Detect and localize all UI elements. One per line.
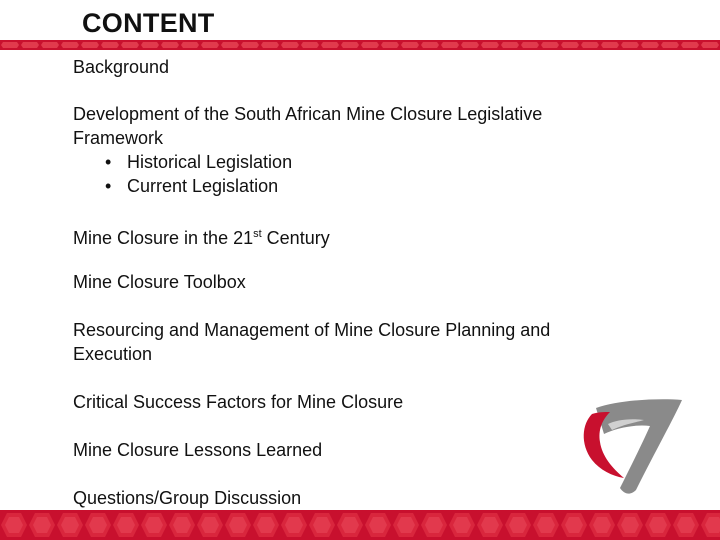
item-toolbox: Mine Closure Toolbox bbox=[73, 272, 246, 292]
century-text-post: Century bbox=[261, 228, 330, 248]
item-development-line1: Development of the South African Mine Closure Legislative bbox=[73, 104, 543, 124]
top-decorative-band bbox=[0, 40, 720, 50]
bullet-icon: • bbox=[105, 176, 112, 196]
item-critical-success-factors: Critical Success Factors for Mine Closure bbox=[73, 392, 404, 412]
century-superscript: st bbox=[253, 228, 262, 240]
item-background: Background bbox=[73, 57, 170, 77]
item-21st-century bbox=[73, 222, 330, 250]
item-development-line2: Framework bbox=[73, 128, 164, 148]
bullet-current-legislation bbox=[105, 174, 278, 198]
bullet-current-label: Current Legislation bbox=[127, 176, 279, 196]
bullet-historical-label: Historical Legislation bbox=[127, 152, 293, 172]
slide-title: CONTENT bbox=[82, 8, 215, 38]
item-resourcing-line1: Resourcing and Management of Mine Closure Planning and bbox=[73, 320, 551, 340]
century-text-pre: Mine Closure in the 21 bbox=[73, 228, 254, 248]
company-logo-icon bbox=[578, 398, 684, 498]
item-lessons-learned: Mine Closure Lessons Learned bbox=[73, 440, 323, 460]
bullet-icon: • bbox=[105, 152, 112, 172]
bullet-historical-legislation bbox=[105, 150, 292, 174]
item-resourcing-line2: Execution bbox=[73, 344, 153, 364]
item-questions: Questions/Group Discussion bbox=[73, 488, 302, 508]
bottom-decorative-band bbox=[0, 510, 720, 540]
